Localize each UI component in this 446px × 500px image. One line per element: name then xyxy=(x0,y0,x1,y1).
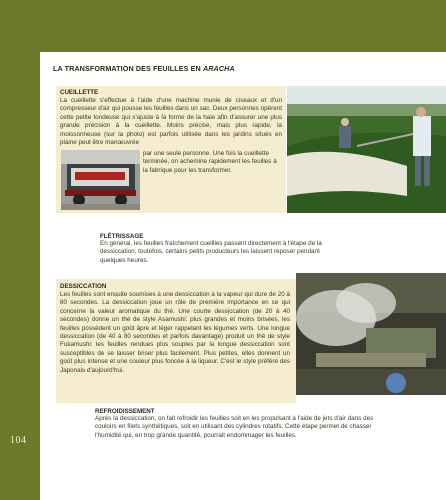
harvesting-machine-photo xyxy=(61,150,140,210)
dessiccation-text: Les feuilles sont ensuite soumises à une dessiccation à la vapeur qui dure de 20 à 80 secondes. La dessiccation joue un rôle de première importance en ce qui concerne la valeur aromatique du thé. Une courte dessiccation (de 20 à 40 secondes) donne un thé de style Asamushi: plus grandes et moins brisées, les feuilles possèdent un goût âpre et léger rappelant les légumes verts. Une longue dessiccation (de 40 à 80 secondes et parfois davantage) produit un thé de style Fukamushi: les feuilles rendues plus souples par la longue dessiccation sont susceptibles de se laisser briser plus facilement. Plus petites, elles donnent un goût plus intense et une couleur plus foncée à la liqueur. C'est le style préféré des Japonais d'aujourd'hui. xyxy=(60,291,290,374)
title-emphasis: ARACHA xyxy=(202,64,235,73)
refroidissement-text: Après la dessiccation, on fait refroidir les feuilles soit en les propulsant à l'aide de jets d'air dans des couloirs en filets synthétiques, soit en utilisant des cylindres rotatifs. Cette étape permet de chasser l'humidité qui, en trop grande quantité, pourrait endommager les feuilles. xyxy=(95,415,374,439)
dessiccation-heading: DESSICCATION xyxy=(60,283,107,290)
tea-field-photo xyxy=(287,86,446,213)
page-title xyxy=(53,64,235,73)
fletrissage-text: En général, les feuilles fraîchement cueillies passent directement à l'étape de la dessiccation; toutefois, certains petits producteurs les laissent reposer pendant quelques heures. xyxy=(100,240,322,264)
steaming-machine-photo xyxy=(296,273,446,395)
page-number: 104 xyxy=(10,435,27,446)
fletrissage-heading: FLÉTRISSAGE xyxy=(100,233,144,240)
cueillette-heading: CUEILLETTE xyxy=(60,89,99,96)
cueillette-text-continued: par une seule personne. Une fois la cueillette terminée, on achemine rapidement les feuilles à la fabrique pour les transformer. xyxy=(143,150,277,174)
refroidissement-heading: REFROIDISSEMENT xyxy=(95,408,155,415)
cueillette-text: La cueillette s'effectue à l'aide d'une machine munie de ciseaux et d'un compresseur d'air qui pousse les feuilles dans un sac. Deux personnes opèrent cette petite tondeuse qui s'ajuste à la forme de la haie afin d'assurer une plus grande précision à la cueillette. Moins précise, mais plus rapide, la moissonneuse (sur la photo) est parfois utilisée dans les jardins situés en plaine peut être manœuvrée xyxy=(60,97,282,147)
title-main: LA TRANSFORMATION DES FEUILLES EN xyxy=(53,64,203,73)
